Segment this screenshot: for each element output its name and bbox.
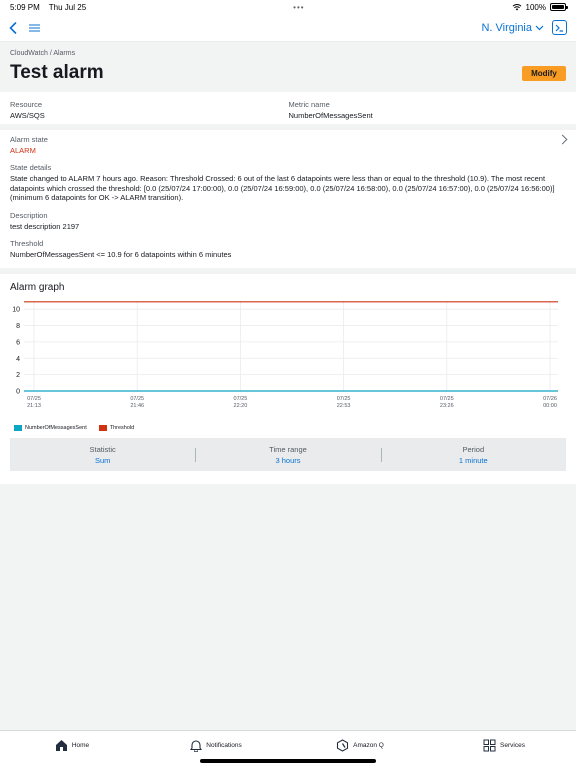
status-time: 5:09 PM (10, 2, 40, 12)
metric-name-value: NumberOfMessagesSent (288, 111, 373, 120)
legend-label: Threshold (109, 425, 135, 431)
status-date: Thu Jul 25 (48, 2, 87, 12)
cloudshell-button[interactable] (552, 20, 567, 35)
stat-statistic[interactable] (10, 445, 195, 465)
amazon-q-icon (336, 739, 349, 752)
stat-label: Statistic (89, 444, 116, 454)
legend-item (99, 425, 134, 431)
y-tick-label: 6 (16, 339, 20, 347)
page-header (0, 42, 576, 88)
stats-bar (10, 438, 566, 471)
page-title: Test alarm (10, 62, 104, 83)
x-tick-time: 21:46 (130, 403, 145, 409)
description-label: Description (10, 210, 48, 220)
state-details-label: State details (10, 163, 52, 172)
chart-legend (10, 425, 566, 431)
x-tick-date: 07/25 (336, 396, 351, 402)
legend-swatch (14, 425, 22, 431)
x-tick-date: 07/25 (27, 396, 41, 402)
x-tick-time: 21:13 (27, 403, 41, 409)
alarm-state-value: ALARM (10, 146, 36, 155)
tab-notifications-label: Notifications (206, 742, 242, 749)
tab-home[interactable] (0, 731, 144, 768)
alarm-graph-title: Alarm graph (10, 282, 65, 293)
tab-amazon-q-label: Amazon Q (353, 742, 384, 749)
y-tick-label: 8 (16, 323, 20, 331)
x-tick-time: 23:26 (439, 403, 454, 409)
y-tick-label: 10 (12, 306, 20, 314)
alarm-graph-card (0, 274, 576, 484)
chevron-down-icon (535, 25, 544, 31)
tab-services[interactable] (432, 731, 576, 768)
x-tick-time: 00:00 (543, 403, 557, 409)
y-tick-label: 2 (16, 372, 20, 380)
chart-area (10, 299, 566, 422)
tab-home-label: Home (71, 742, 90, 749)
modify-button[interactable]: Modify (522, 66, 566, 81)
menu-icon[interactable] (29, 24, 40, 32)
stat-value: 3 hours (275, 455, 301, 465)
x-tick-date: 07/25 (130, 396, 145, 402)
alarm-chart (10, 299, 566, 417)
y-tick-label: 0 (16, 388, 20, 396)
region-label: N. Virginia (481, 21, 532, 34)
stat-value: Sum (94, 455, 111, 465)
back-chevron-icon[interactable] (9, 22, 17, 34)
stat-label: Time range (269, 444, 307, 454)
stat-label: Period (462, 444, 485, 454)
threshold-value: NumberOfMessagesSent <= 10.9 for 6 datapoints within 6 minutes (10, 249, 232, 259)
description-value: test description 2197 (10, 221, 80, 231)
breadcrumb[interactable]: CloudWatch / Alarms (10, 50, 76, 57)
stat-period[interactable] (381, 445, 566, 465)
status-bar (0, 0, 576, 14)
x-tick-date: 07/25 (439, 396, 454, 402)
home-indicator (200, 759, 376, 763)
battery-icon (550, 3, 566, 11)
x-tick-time: 22:53 (336, 403, 351, 409)
metric-name-label: Metric name (288, 100, 330, 109)
x-tick-time: 22:20 (233, 403, 248, 409)
stat-value: 1 minute (458, 455, 488, 465)
alarm-state-card[interactable] (0, 130, 576, 268)
wifi-icon (512, 3, 522, 11)
top-navbar (0, 14, 576, 42)
stat-time-range[interactable] (195, 445, 380, 465)
x-tick-date: 07/25 (233, 396, 248, 402)
grid-icon (483, 739, 496, 752)
bell-icon (190, 739, 202, 752)
legend-item (14, 425, 87, 431)
y-tick-label: 4 (16, 355, 20, 363)
battery-percent: 100% (525, 2, 546, 12)
multitasking-dots-icon[interactable]: ••• (293, 2, 305, 12)
resource-value: AWS/SQS (10, 111, 45, 120)
resource-card (0, 92, 576, 124)
tab-services-label: Services (500, 742, 525, 749)
home-icon (55, 739, 68, 752)
x-tick-date: 07/26 (543, 396, 557, 402)
legend-swatch (99, 425, 107, 431)
legend-label: NumberOfMessagesSent (25, 425, 87, 431)
region-selector[interactable] (481, 22, 544, 34)
terminal-icon (555, 24, 564, 32)
resource-label: Resource (10, 100, 43, 109)
alarm-state-label: Alarm state (10, 135, 48, 144)
threshold-label: Threshold (10, 238, 44, 248)
state-details-value: State changed to ALARM 7 hours ago. Reason: Threshold Crossed: 6 out of the last 6 datapoints were less than or equal to the threshold (10.9). The most recent datapoints which crossed the threshold: [0.0 (25/07/24 17:00:00), 0.0 (25/07/24 16:59:00), 0.0 (25/07/24 16:58:00), 0.0 (25/07/24 16:57:00), 0.0 (25/07/24 16:56:00)] (minimum 6 datapoints for OK -> ALARM transition). (10, 174, 555, 202)
